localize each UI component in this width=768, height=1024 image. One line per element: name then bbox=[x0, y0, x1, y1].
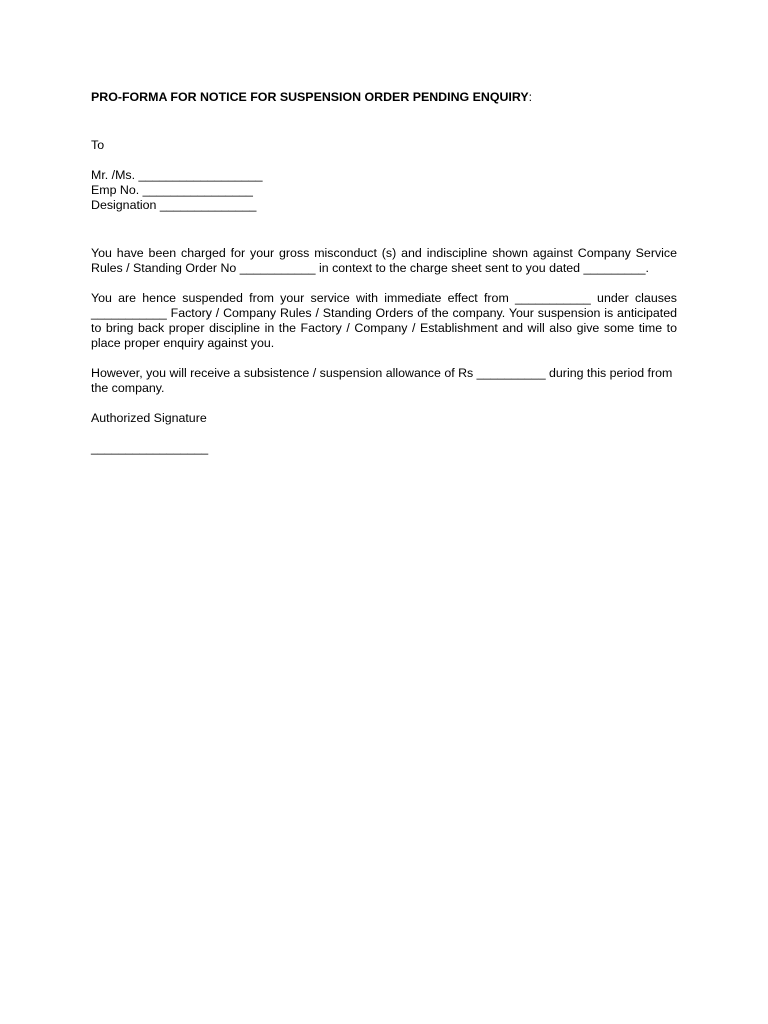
document-title-text: PRO-FORMA FOR NOTICE FOR SUSPENSION ORDER PENDING ENQUIRY bbox=[91, 90, 529, 104]
designation-line: Designation ______________ bbox=[91, 198, 257, 212]
signature-line: _________________ bbox=[91, 441, 209, 455]
document-title-colon: : bbox=[528, 90, 533, 104]
recipient-address bbox=[91, 168, 677, 213]
employee-number-line: Emp No. ________________ bbox=[91, 183, 253, 197]
paragraph-suspension: You are hence suspended from your service with immediate effect from ___________ under clauses ___________ Factory / Company Rules / Standing Orders of the company. Your suspension is anticipated to bring back proper discipline in the Factory / Company / Establishment and will also give some time to place proper enquiry against you. bbox=[91, 291, 677, 350]
signature-label: Authorized Signature bbox=[91, 411, 207, 425]
document-body bbox=[91, 90, 677, 456]
paragraph-allowance: However, you will receive a subsistence / suspension allowance of Rs __________ during this period from the company. bbox=[91, 366, 673, 395]
document-title bbox=[91, 90, 677, 105]
salutation: To bbox=[91, 138, 105, 152]
paragraph-charge: You have been charged for your gross misconduct (s) and indiscipline shown against Company Service Rules / Standing Order No ___________ in context to the charge sheet sent to you dated _________. bbox=[91, 246, 677, 275]
recipient-name-line: Mr. /Ms. __________________ bbox=[91, 168, 263, 182]
